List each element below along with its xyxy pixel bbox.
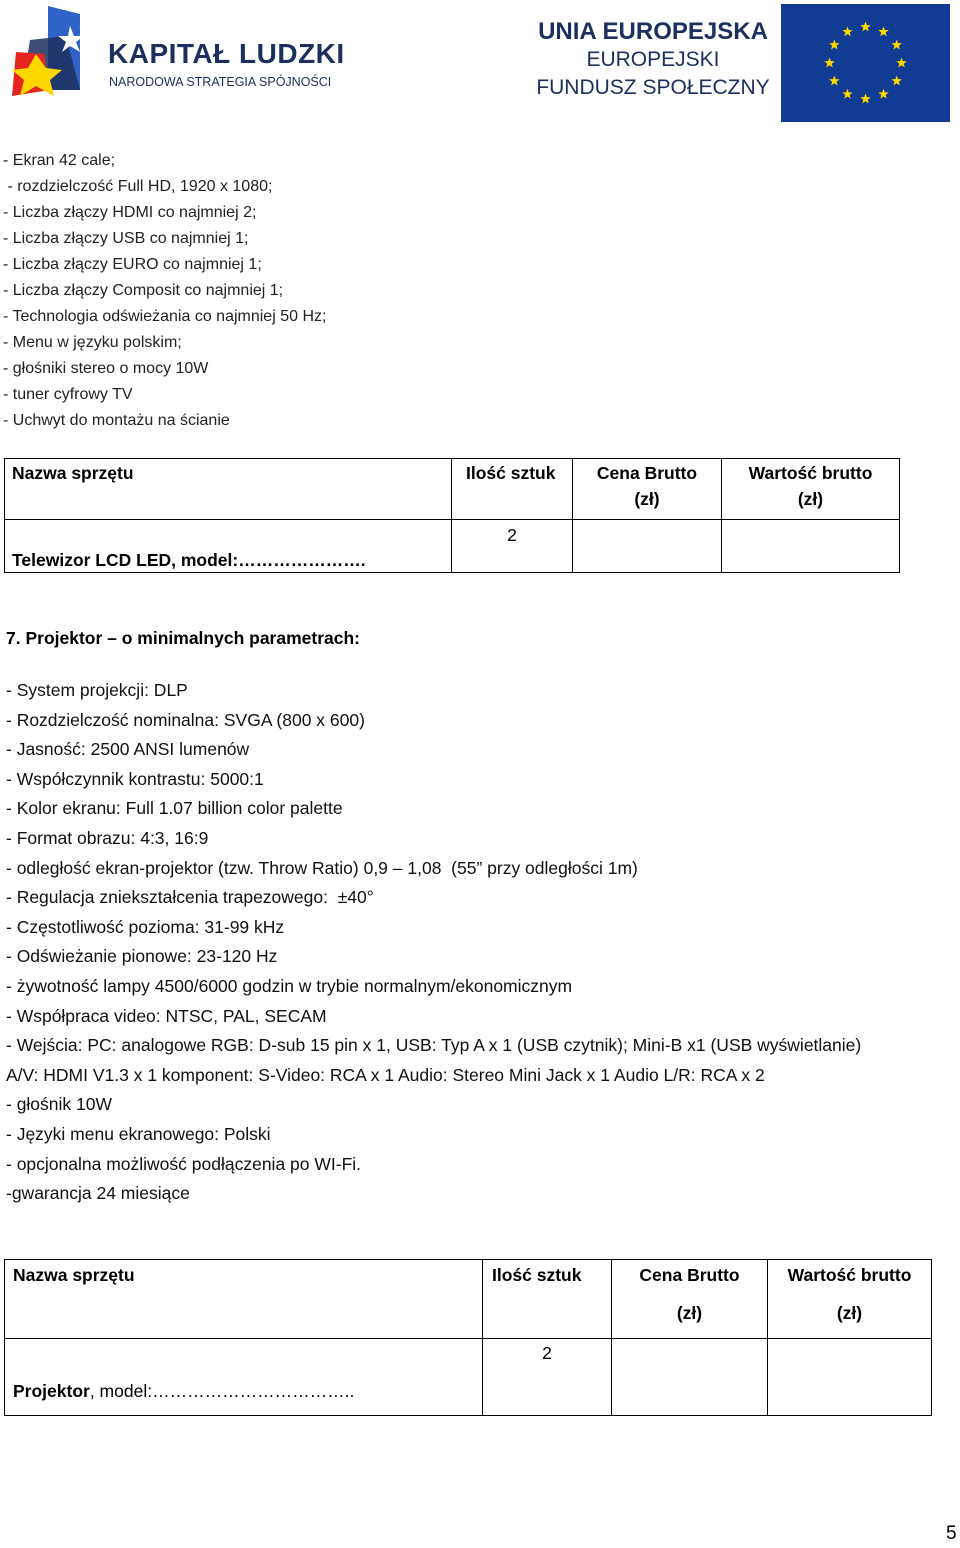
proj-header-value-cell xyxy=(768,1260,932,1339)
spec-line: - Ekran 42 cale; xyxy=(3,152,116,169)
proj-row-name-cell xyxy=(5,1339,483,1416)
proj-row-qty-cell xyxy=(483,1339,612,1416)
tv-header-value-unit: (zł) xyxy=(797,489,824,509)
projector-section-title: 7. Projektor – o minimalnych parametrach: xyxy=(6,628,361,648)
spec-line: - głośniki stereo o mocy 10W xyxy=(3,360,209,377)
proj-header-qty-cell xyxy=(483,1260,612,1339)
tv-row-name-cell xyxy=(5,520,452,573)
spec-line: - Wejścia: PC: analogowe RGB: D-sub 15 pin x 1, USB: Typ A x 1 (USB czytnik); Mini-B x1 (USB wyświetlanie) xyxy=(6,1035,862,1056)
spec-line: - Odświeżanie pionowe: 23-120 Hz xyxy=(6,946,278,967)
proj-header-name: Nazwa sprzętu xyxy=(13,1265,135,1285)
tv-row-value-cell[interactable] xyxy=(722,520,900,573)
proj-row-name xyxy=(13,1379,354,1403)
spec-line: - System projekcji: DLP xyxy=(6,680,188,700)
proj-row-name-rest: , model:…………………………….. xyxy=(89,1381,355,1401)
spec-line: - Współczynnik kontrastu: 5000:1 xyxy=(6,768,264,789)
proj-header-qty: Ilość sztuk xyxy=(492,1265,582,1285)
tv-row-qty: 2 xyxy=(507,525,517,545)
kapital-ludzki-title: KAPITAŁ LUDZKI xyxy=(108,38,345,69)
spec-line: - odległość ekran-projektor (tzw. Throw Ratio) 0,9 – 1,08 (55” przy odległości 1m) xyxy=(6,857,638,878)
projector-spec-list xyxy=(6,676,951,1209)
tv-header-value-cell xyxy=(722,459,900,520)
proj-header-price-cell xyxy=(612,1260,768,1339)
proj-header-value-unit: (zł) xyxy=(836,1303,863,1323)
spec-line: - Częstotliwość pozioma: 31-99 kHz xyxy=(6,916,285,937)
proj-header-price: Cena Brutto xyxy=(639,1265,740,1285)
spec-line: - Liczba złączy Composit co najmniej 1; xyxy=(3,282,284,299)
spec-line: - Uchwyt do montażu na ścianie xyxy=(3,412,230,429)
proj-row-price-cell[interactable] xyxy=(612,1339,768,1416)
spec-line: - Języki menu ekranowego: Polski xyxy=(6,1123,271,1144)
spec-line: - żywotność lampy 4500/6000 godzin w trybie normalnym/ekonomicznym xyxy=(6,975,573,996)
tv-row-name: Telewizor LCD LED, model:…………………. xyxy=(12,550,366,570)
table-row xyxy=(5,520,900,573)
page-number: 5 xyxy=(946,1523,957,1544)
eu-line3: FUNDUSZ SPOŁECZNY xyxy=(536,76,770,99)
tv-header-price: Cena Brutto xyxy=(596,463,698,483)
spec-line: - rozdzielczość Full HD, 1920 x 1080; xyxy=(3,178,273,195)
proj-header-value: Wartość brutto xyxy=(787,1265,912,1285)
proj-row-value-cell[interactable] xyxy=(768,1339,932,1416)
tv-header-qty-cell xyxy=(452,459,573,520)
proj-header-name-cell xyxy=(5,1260,483,1339)
projector-equipment-table xyxy=(4,1259,932,1416)
proj-row-name-bold: Projektor xyxy=(13,1381,90,1401)
spec-line: -gwarancja 24 miesiące xyxy=(6,1183,190,1204)
spec-line: - Regulacja zniekształcenia trapezowego: ±40° xyxy=(6,887,374,908)
tv-equipment-table xyxy=(4,458,900,573)
spec-line: - Kolor ekranu: Full 1.07 billion color palette xyxy=(6,798,343,819)
eu-flag-icon xyxy=(781,4,950,122)
spec-line: - tuner cyfrowy TV xyxy=(3,386,133,403)
tv-header-price-unit: (zł) xyxy=(634,489,660,509)
spec-line: - głośnik 10W xyxy=(6,1094,113,1115)
spec-line: - Jasność: 2500 ANSI lumenów xyxy=(6,739,250,760)
spec-line: - Współpraca video: NTSC, PAL, SECAM xyxy=(6,1005,327,1026)
tv-row-qty-cell xyxy=(452,520,573,573)
spec-line: - Liczba złączy HDMI co najmniej 2; xyxy=(3,204,257,221)
tv-row-price-cell[interactable] xyxy=(573,520,722,573)
tv-header-value: Wartość brutto xyxy=(748,463,873,483)
kapital-ludzki-emblem-icon xyxy=(10,6,110,116)
spec-line: - Menu w języku polskim; xyxy=(3,334,182,351)
tv-header-qty: Ilość sztuk xyxy=(466,463,556,483)
kapital-ludzki-subtitle: NARODOWA STRATEGIA SPÓJNOŚCI xyxy=(109,75,332,89)
proj-header-price-unit: (zł) xyxy=(676,1303,703,1323)
spec-line: - Technologia odświeżania co najmniej 50 Hz; xyxy=(3,308,327,325)
tv-spec-list xyxy=(3,148,603,434)
spec-line: - opcjonalna możliwość podłączenia po WI-Fi. xyxy=(6,1153,362,1174)
eu-line2: EUROPEJSKI xyxy=(586,48,720,71)
tv-header-name: Nazwa sprzętu xyxy=(12,463,134,483)
spec-line: - Liczba złączy EURO co najmniej 1; xyxy=(3,256,262,273)
tv-header-price-cell xyxy=(573,459,722,520)
tv-header-name-cell xyxy=(5,459,452,520)
eu-line1: UNIA EUROPEJSKA xyxy=(538,18,768,45)
spec-line: - Rozdzielczość nominalna: SVGA (800 x 600) xyxy=(6,709,365,730)
spec-line: A/V: HDMI V1.3 x 1 komponent: S-Video: RCA x 1 Audio: Stereo Mini Jack x 1 Audio L/R: RCA x 2 xyxy=(6,1064,765,1085)
table-row xyxy=(5,1339,932,1416)
spec-line: - Format obrazu: 4:3, 16:9 xyxy=(6,827,209,848)
eu-logo-text xyxy=(528,18,778,102)
spec-line: - Liczba złączy USB co najmniej 1; xyxy=(3,230,249,247)
proj-row-qty: 2 xyxy=(542,1343,552,1363)
